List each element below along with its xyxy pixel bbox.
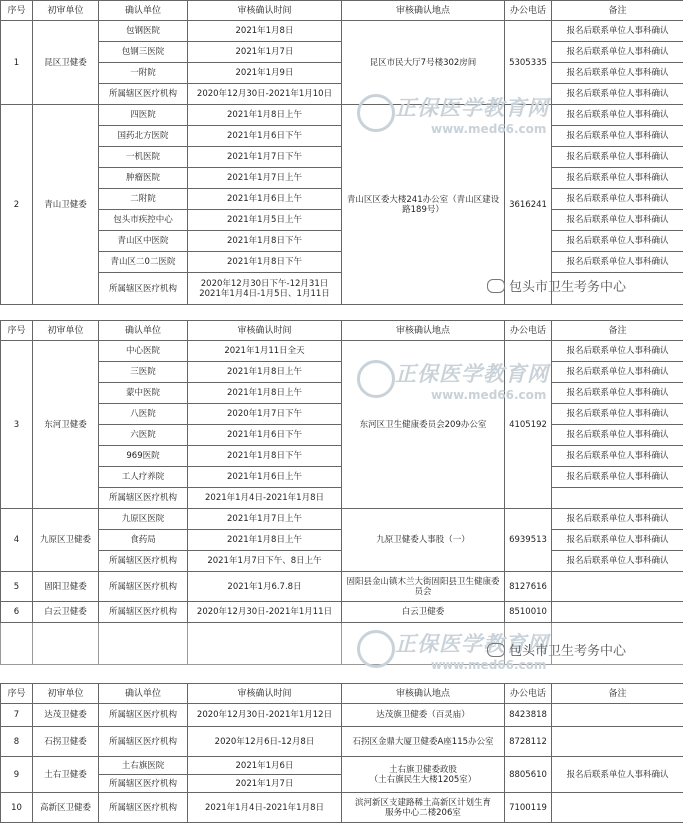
confirm-time: 2021年1月6日下午	[188, 126, 342, 147]
table-row	[1, 509, 683, 530]
office-phone: 8728112	[505, 727, 552, 757]
table-row	[1, 704, 683, 727]
office-phone: 8423818	[505, 704, 552, 727]
confirm-unit: 土右旗医院	[99, 757, 188, 775]
row-no: 6	[1, 602, 33, 623]
header-confirm: 确认单位	[99, 1, 188, 21]
header-note: 备注	[552, 684, 683, 704]
header-no: 序号	[1, 684, 33, 704]
confirm-unit: 一附院	[99, 63, 188, 84]
confirm-time: 2021年1月11日全天	[188, 341, 342, 362]
confirm-time: 2021年1月7日上午	[188, 509, 342, 530]
note: 报名后联系单位人事科确认	[552, 757, 683, 793]
row-no: 8	[1, 727, 33, 757]
wechat-mark	[487, 276, 626, 295]
confirm-unit: 所属辖区医疗机构	[99, 572, 188, 602]
confirm-unit: 蒙中医院	[99, 383, 188, 404]
header-phone: 办公电话	[505, 321, 552, 341]
table-row	[1, 21, 683, 42]
table-section-3	[0, 683, 683, 823]
initial-unit: 东河卫健委	[33, 341, 99, 509]
confirm-time: 2021年1月9日	[188, 63, 342, 84]
note: 报名后联系单位人事科确认	[552, 404, 683, 425]
row-no: 7	[1, 704, 33, 727]
office-phone: 3616241	[505, 105, 552, 305]
note: 报名后联系单位人事科确认	[552, 530, 683, 551]
header-row	[1, 321, 683, 341]
confirm-time: 2021年1月8日上午	[188, 383, 342, 404]
office-phone: 8805610	[505, 757, 552, 793]
note: 报名后联系单位人事科确认	[552, 210, 683, 231]
confirm-place: 白云卫健委	[342, 602, 505, 623]
row-no: 2	[1, 105, 33, 305]
confirm-time: 2021年1月6日上午	[188, 189, 342, 210]
office-phone: 6939513	[505, 509, 552, 572]
header-phone: 办公电话	[505, 1, 552, 21]
header-place: 审核确认地点	[342, 684, 505, 704]
header-time: 审核确认时间	[188, 684, 342, 704]
confirm-unit: 所属辖区医疗机构	[99, 775, 188, 793]
confirm-unit: 六医院	[99, 425, 188, 446]
confirm-time: 2021年1月4日-2021年1月8日	[188, 488, 342, 509]
note: 报名后联系单位人事科确认	[552, 189, 683, 210]
confirm-time: 2021年1月4日-2021年1月8日	[188, 793, 342, 823]
confirm-unit: 青山区中医院	[99, 231, 188, 252]
confirm-time: 2020年12月30日-2021年1月10日	[188, 84, 342, 105]
watermark-url: www.med66.com	[431, 658, 547, 672]
header-note: 备注	[552, 321, 683, 341]
header-initial: 初审单位	[33, 1, 99, 21]
confirm-unit: 所属辖区医疗机构	[99, 704, 188, 727]
row-no: 5	[1, 572, 33, 602]
row-no: 9	[1, 757, 33, 793]
note-empty	[552, 488, 683, 509]
row-no: 3	[1, 341, 33, 509]
wechat-mark	[487, 640, 626, 659]
header-phone: 办公电话	[505, 684, 552, 704]
header-note: 备注	[552, 1, 683, 21]
confirm-place-line: 滨河新区支建路稀土高新区计划生育	[354, 797, 491, 808]
confirm-time: 2021年1月7日	[188, 42, 342, 63]
note: 报名后联系单位人事科确认	[552, 467, 683, 488]
initial-unit: 达茂卫健委	[33, 704, 99, 727]
table-row	[1, 727, 683, 757]
confirm-time: 2021年1月5日上午	[188, 210, 342, 231]
confirm-time: 2021年1月6日上午	[188, 467, 342, 488]
note: 报名后联系单位人事科确认	[552, 341, 683, 362]
confirm-time: 2021年1月7日上午	[188, 168, 342, 189]
note-empty	[552, 572, 683, 602]
wechat-name: 包头市卫生考务中心	[509, 280, 627, 295]
note-empty	[552, 602, 683, 623]
table-row	[1, 572, 683, 602]
header-place: 审核确认地点	[342, 1, 505, 21]
confirm-unit: 国药北方医院	[99, 126, 188, 147]
initial-unit: 高新区卫健委	[33, 793, 99, 823]
office-phone: 8510010	[505, 602, 552, 623]
confirm-time: 2021年1月6日下午	[188, 425, 342, 446]
table-row	[1, 341, 683, 362]
confirm-time: 2021年1月7日下午、8日上午	[188, 551, 342, 572]
initial-unit: 昆区卫健委	[33, 21, 99, 105]
row-no: 10	[1, 793, 33, 823]
office-phone: 5305335	[505, 21, 552, 105]
header-confirm: 确认单位	[99, 321, 188, 341]
initial-unit: 土右卫健委	[33, 757, 99, 793]
watermark-text: 正保医学教育网	[395, 632, 549, 656]
header-confirm: 确认单位	[99, 684, 188, 704]
office-phone: 8127616	[505, 572, 552, 602]
table-row	[1, 602, 683, 623]
table-section-2	[0, 320, 683, 665]
confirm-time: 2021年1月8日上午	[188, 362, 342, 383]
confirm-unit: 九原区医院	[99, 509, 188, 530]
note: 报名后联系单位人事科确认	[552, 252, 683, 273]
confirm-time: 2021年1月6.7.8日	[188, 572, 342, 602]
confirm-place-line: （土右旗民生大楼1205室）	[369, 774, 477, 785]
initial-unit: 青山卫健委	[33, 105, 99, 305]
confirm-unit: 包钢医院	[99, 21, 188, 42]
row-no: 1	[1, 21, 33, 105]
confirm-unit: 食药局	[99, 530, 188, 551]
wechat-icon	[487, 643, 505, 657]
confirm-time	[188, 273, 342, 305]
watermark-url: www.med66.com	[431, 388, 547, 402]
header-initial: 初审单位	[33, 321, 99, 341]
wechat-icon	[487, 279, 505, 293]
confirm-place: 石拐区金鼎大厦卫健委A座115办公室	[342, 727, 505, 757]
note: 报名后联系单位人事科确认	[552, 168, 683, 189]
confirm-unit: 二附院	[99, 189, 188, 210]
confirm-unit: 所属辖区医疗机构	[99, 84, 188, 105]
confirm-unit: 包头市疾控中心	[99, 210, 188, 231]
confirm-time: 2020年12月6日-12月8日	[188, 727, 342, 757]
initial-unit: 白云卫健委	[33, 602, 99, 623]
confirm-place: 东河区卫生健康委员会209办公室	[342, 341, 505, 509]
header-initial: 初审单位	[33, 684, 99, 704]
table-section-1	[0, 0, 683, 305]
header-place: 审核确认地点	[342, 321, 505, 341]
confirm-place: 达茂旗卫健委（百灵庙）	[342, 704, 505, 727]
note-empty	[552, 704, 683, 727]
confirm-place: 昆区市民大厅7号楼302房间	[342, 21, 505, 105]
confirm-place: 九原卫健委人事股（一）	[342, 509, 505, 572]
note: 报名后联系单位人事科确认	[552, 425, 683, 446]
confirm-place	[342, 793, 505, 823]
watermark-url: www.med66.com	[431, 122, 547, 136]
note: 报名后联系单位人事科确认	[552, 446, 683, 467]
initial-unit: 石拐卫健委	[33, 727, 99, 757]
confirm-time: 2021年1月8日上午	[188, 105, 342, 126]
note: 报名后联系单位人事科确认	[552, 21, 683, 42]
initial-unit: 九原区卫健委	[33, 509, 99, 572]
header-time: 审核确认时间	[188, 1, 342, 21]
table-row	[1, 105, 683, 126]
header-time: 审核确认时间	[188, 321, 342, 341]
confirm-time: 2021年1月8日下午	[188, 231, 342, 252]
header-no: 序号	[1, 321, 33, 341]
confirm-time: 2021年1月8日上午	[188, 530, 342, 551]
note: 报名后联系单位人事科确认	[552, 105, 683, 126]
confirm-time: 2021年1月8日下午	[188, 446, 342, 467]
note: 报名后联系单位人事科确认	[552, 84, 683, 105]
confirm-time: 2021年1月8日	[188, 21, 342, 42]
note: 报名后联系单位人事科确认	[552, 147, 683, 168]
confirm-unit: 所属辖区医疗机构	[99, 488, 188, 509]
confirm-unit: 工人疗养院	[99, 467, 188, 488]
confirm-unit: 所属辖区医疗机构	[99, 793, 188, 823]
note-empty	[552, 727, 683, 757]
confirm-time: 2021年1月6日	[188, 757, 342, 775]
table-row	[1, 757, 683, 775]
confirm-place-line: 土右旗卫健委政股	[388, 764, 457, 775]
office-phone: 7100119	[505, 793, 552, 823]
confirm-unit: 四医院	[99, 105, 188, 126]
confirm-unit: 肿瘤医院	[99, 168, 188, 189]
note: 报名后联系单位人事科确认	[552, 63, 683, 84]
initial-unit: 固阳卫健委	[33, 572, 99, 602]
confirm-unit: 所属辖区医疗机构	[99, 273, 188, 305]
confirm-unit: 青山区二0二医院	[99, 252, 188, 273]
confirm-time: 2021年1月8日下午	[188, 252, 342, 273]
confirm-unit: 包钢三医院	[99, 42, 188, 63]
confirm-place-line: 服务中心二楼206室	[385, 807, 461, 818]
confirm-time: 2020年12月30日-2021年1月12日	[188, 704, 342, 727]
header-row	[1, 1, 683, 21]
confirm-time: 2020年12月30日-2021年1月11日	[188, 602, 342, 623]
confirm-time: 2021年1月7日下午	[188, 147, 342, 168]
wechat-name: 包头市卫生考务中心	[509, 644, 627, 659]
confirm-unit: 中心医院	[99, 341, 188, 362]
note: 报名后联系单位人事科确认	[552, 509, 683, 530]
header-row	[1, 684, 683, 704]
confirm-unit: 969医院	[99, 446, 188, 467]
confirm-unit: 所属辖区医疗机构	[99, 551, 188, 572]
note: 报名后联系单位人事科确认	[552, 551, 683, 572]
note-empty	[552, 793, 683, 823]
confirm-place	[342, 757, 505, 793]
confirm-time: 2020年1月7日下午	[188, 404, 342, 425]
note: 报名后联系单位人事科确认	[552, 383, 683, 404]
office-phone: 4105192	[505, 341, 552, 509]
confirm-place: 固阳县金山镇木兰大街固阳县卫生健康委员会	[342, 572, 505, 602]
note: 报名后联系单位人事科确认	[552, 42, 683, 63]
confirm-time-line: 2021年1月4日-1月5日、1月11日	[199, 288, 330, 299]
note: 报名后联系单位人事科确认	[552, 362, 683, 383]
watermark-text: 正保医学教育网	[395, 362, 549, 386]
note: 报名后联系单位人事科确认	[552, 231, 683, 252]
confirm-unit: 一机医院	[99, 147, 188, 168]
confirm-place: 青山区区委大楼241办公室（青山区建设路189号）	[342, 105, 505, 305]
confirm-time: 2021年1月7日	[188, 775, 342, 793]
confirm-time-line: 2020年12月30日下午-12月31日	[200, 278, 329, 289]
confirm-unit: 所属辖区医疗机构	[99, 602, 188, 623]
confirm-unit: 三医院	[99, 362, 188, 383]
row-no: 4	[1, 509, 33, 572]
watermark-text: 正保医学教育网	[395, 96, 549, 120]
header-no: 序号	[1, 1, 33, 21]
table-row	[1, 793, 683, 823]
note: 报名后联系单位人事科确认	[552, 126, 683, 147]
confirm-unit: 所属辖区医疗机构	[99, 727, 188, 757]
confirm-unit: 八医院	[99, 404, 188, 425]
